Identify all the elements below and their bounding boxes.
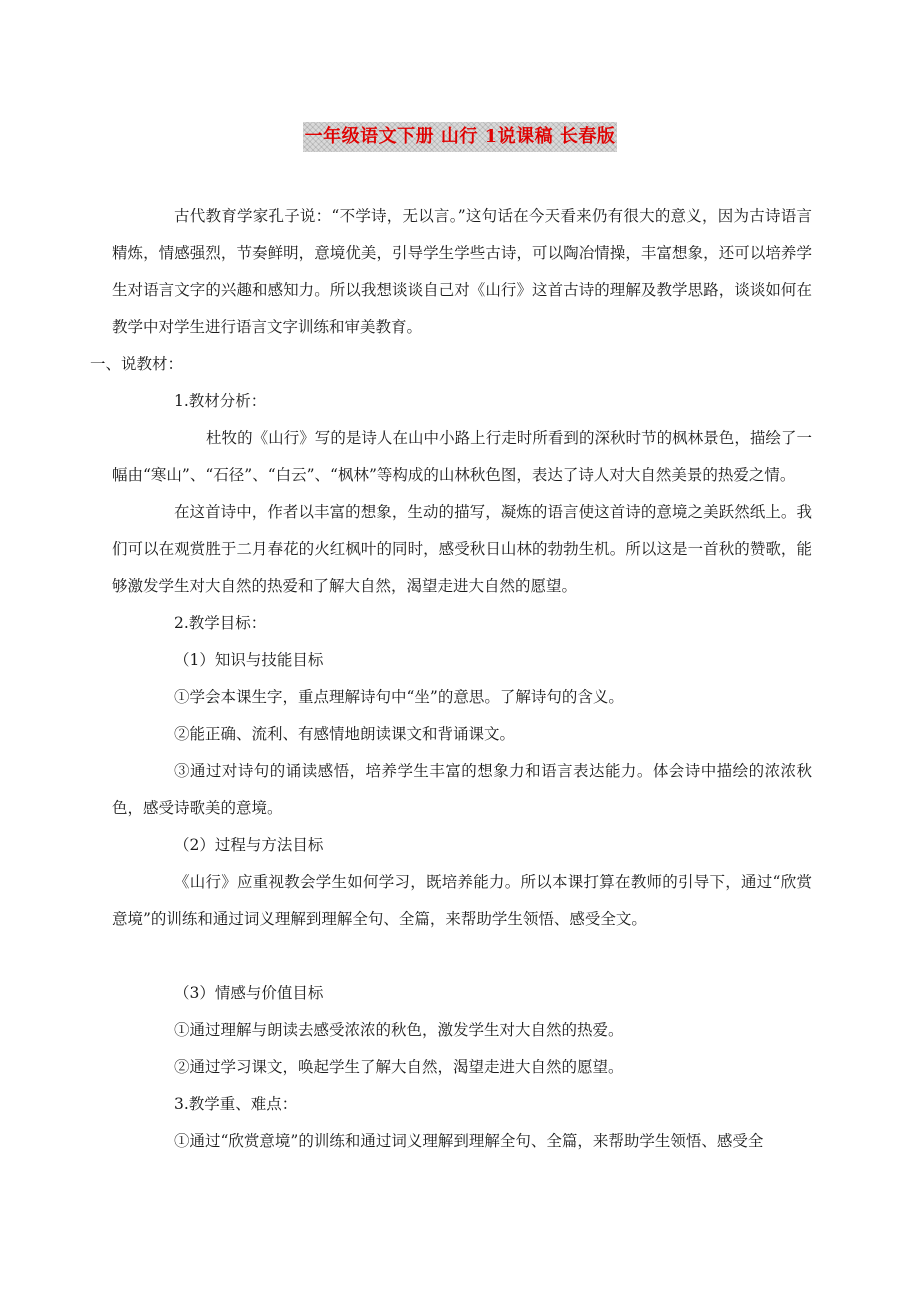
subheading-goals: 2.教学目标：	[174, 614, 267, 632]
subheading-key-points: 3.教学重、难点：	[174, 1095, 298, 1113]
intro-paragraph: 古代教育学家孔子说：“不学诗，无以言。”这句话在今天看来仍有很大的意义，因为古诗语言精炼，情感强烈，节奏鲜明，意境优美，引导学生学些古诗，可以陶冶情操，丰富想象，还可以培养学生对语言文字的兴趣和感知力。所以我想谈谈自己对《山行》这首古诗的理解及教学思路，谈谈如何在教学中对学生进行语言文字训练和审美教育。	[112, 207, 812, 336]
goal-process-heading: （2）过程与方法目标	[174, 836, 324, 854]
title-container	[0, 122, 920, 152]
blank-line	[112, 938, 812, 975]
goal-knowledge-item-3: ③通过对诗句的诵读感悟，培养学生丰富的想象力和语言表达能力。体会诗中描绘的浓浓秋色，感受诗歌美的意境。	[112, 762, 812, 817]
goal-process-text: 《山行》应重视教会学生如何学习，既培养能力。所以本课打算在教师的引导下，通过“欣赏意境”的训练和通过词义理解到理解全句、全篇，来帮助学生领悟、感受全文。	[112, 873, 812, 928]
goal-knowledge-item-2: ②能正确、流利、有感情地朗读课文和背诵课文。	[174, 725, 516, 743]
section-heading-textbook: 一、说教材：	[90, 355, 184, 373]
subheading-analysis: 1.教材分析：	[174, 392, 267, 410]
key-point-item-1: ①通过“欣赏意境”的训练和通过词义理解到理解全句、全篇，来帮助学生领悟、感受全	[174, 1132, 764, 1150]
goal-emotion-item-1: ①通过理解与朗读去感受浓浓的秋色，激发学生对大自然的热爱。	[174, 1021, 624, 1039]
goal-knowledge-item-1: ①学会本课生字，重点理解诗句中“坐”的意思。了解诗句的含义。	[174, 688, 624, 706]
analysis-paragraph-1: 杜牧的《山行》写的是诗人在山中小路上行走时所看到的深秋时节的枫林景色，描绘了一幅由“寒山”、“石径”、“白云”、“枫林”等构成的山林秋色图，表达了诗人对大自然美景的热爱之情。	[112, 429, 812, 484]
goal-emotion-heading: （3）情感与价值目标	[174, 984, 324, 1002]
goal-knowledge-heading: （1）知识与技能目标	[174, 651, 324, 669]
document-body	[90, 198, 812, 1160]
goal-emotion-item-2: ②通过学习课文，唤起学生了解大自然，渴望走进大自然的愿望。	[174, 1058, 624, 1076]
analysis-paragraph-2: 在这首诗中，作者以丰富的想象，生动的描写，凝炼的语言使这首诗的意境之美跃然纸上。我们可以在观赏胜于二月春花的火红枫叶的同时，感受秋日山林的勃勃生机。所以这是一首秋的赞歌，能够激发学生对大自然的热爱和了解大自然，渴望走进大自然的愿望。	[112, 503, 812, 595]
document-title: 一年级语文下册 山行 1说课稿 长春版	[303, 122, 618, 152]
